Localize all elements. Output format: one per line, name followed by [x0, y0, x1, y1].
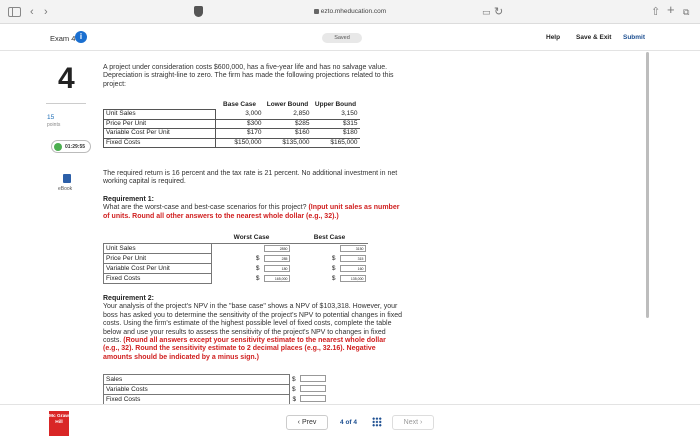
page-indicator[interactable]: 4 of 4 — [340, 419, 358, 426]
exam-title: Exam 4 — [50, 34, 76, 43]
next-label: Next — [403, 419, 419, 426]
worst-fixed-costs-input[interactable]: 165,000 — [264, 275, 290, 282]
col-header-upper: Upper Bound — [314, 101, 357, 109]
timer-icon — [54, 143, 62, 151]
timer-text: 01:29:55 — [65, 144, 86, 150]
prev-label: Prev — [301, 419, 317, 426]
table-row: Variable Cost Per Unit $170 $160 $180 — [104, 129, 360, 139]
points-value: 15 — [47, 114, 55, 121]
question-intro: A project under consideration costs $600,000, has a five-year life and has no salvage value. Depreciation is straight-line to zero. The firm has made the following projections related to this project: — [103, 64, 394, 88]
requirement-1 — [103, 196, 403, 221]
mcgraw-hill-logo: Mc Graw Hill — [49, 411, 69, 436]
new-tab-icon[interactable]: + — [667, 2, 675, 17]
table-row: Fixed Costs $ 165,000 $ 135,000 — [104, 273, 368, 283]
worst-variable-cost-input[interactable]: 180 — [264, 265, 290, 272]
sidebar-toggle-icon[interactable] — [8, 7, 21, 17]
reader-icon[interactable]: ▭ — [482, 7, 491, 17]
table-row: Unit Sales 3,000 2,850 3,150 — [104, 110, 360, 120]
chevron-left-icon: ‹ — [297, 419, 302, 426]
col-header-worst: Worst Case — [212, 233, 292, 243]
back-icon[interactable]: ‹ — [30, 6, 34, 18]
requirement-2-title: Requirement 2: — [103, 295, 154, 302]
table-row: Fixed Costs $150,000 $135,000 $165,000 — [104, 138, 360, 148]
table-row: Price Per Unit $300 $285 $315 — [104, 119, 360, 129]
best-unit-sales-input[interactable]: 3150 — [340, 245, 366, 252]
requirement-2 — [103, 295, 403, 362]
chevron-right-icon: › — [418, 419, 423, 426]
tab-overview-icon[interactable]: ⧉ — [683, 7, 690, 17]
worst-price-input[interactable]: 285 — [264, 255, 290, 262]
info-icon[interactable]: i — [75, 31, 87, 43]
table-row: Unit Sales 2850 3150 — [104, 243, 368, 253]
saved-status-badge: Saved — [322, 33, 362, 43]
required-return-text: The required return is 16 percent and the tax rate is 21 percent. No additional investment in net working capital is required. — [103, 170, 398, 186]
projection-table — [103, 101, 360, 148]
best-variable-cost-input[interactable]: 160 — [340, 265, 366, 272]
privacy-shield-icon[interactable] — [194, 6, 203, 17]
scrollbar-thumb[interactable] — [646, 52, 649, 318]
col-header-best: Best Case — [292, 233, 368, 243]
next-button[interactable] — [392, 415, 434, 430]
question-grid-icon[interactable] — [372, 417, 382, 427]
prev-button[interactable] — [286, 415, 328, 430]
table-row: Sales $ — [104, 375, 329, 385]
help-button[interactable]: Help — [546, 34, 561, 41]
scenario-table — [103, 233, 368, 284]
address-bar[interactable] — [295, 6, 405, 18]
table-row: Fixed Costs $ — [104, 395, 329, 405]
best-fixed-costs-input[interactable]: 135,000 — [340, 275, 366, 282]
browser-toolbar — [0, 0, 700, 24]
submit-button[interactable]: Submit — [623, 34, 646, 41]
url-text: ezto.mheducation.com — [320, 8, 387, 15]
requirement-1-question: What are the worst-case and best-case scenarios for this project? — [103, 204, 307, 212]
timer[interactable] — [51, 140, 91, 153]
question-number: 4 — [58, 62, 75, 95]
reload-icon[interactable]: ↻ — [494, 6, 504, 18]
sales-input[interactable] — [300, 375, 326, 382]
variable-costs-input[interactable] — [300, 385, 326, 392]
requirement-2-text: Your analysis of the project's NPV in the "base case" shows a NPV of $103,318. However, your boss has asked you to determine the sensitivity of the project's NPV to potential changes in fixed costs. Using the firm's estimate of the highest possible level of fixed costs, complete the table below and use your results to assess the sensitivity of the project's NPV to changes in fixed costs. — [103, 303, 403, 345]
ebook-link[interactable]: eBook — [58, 186, 73, 192]
divider — [46, 103, 86, 104]
fixed-costs-input[interactable] — [300, 395, 326, 402]
points-label: points — [47, 122, 61, 128]
best-price-input[interactable]: 315 — [340, 255, 366, 262]
requirement-2-instruction: (Round all answers except your sensitivity estimate to the nearest whole dollar (e.g., 32). Round the sensitivity estimate to 2 decimal places (e.g., 32.16). Negative amounts should be indicated by a minus sign.) — [103, 337, 386, 361]
lock-icon — [314, 9, 319, 14]
ebook-icon[interactable] — [63, 174, 71, 183]
col-header-base: Base Case — [223, 101, 256, 109]
sensitivity-table — [103, 374, 329, 405]
share-icon[interactable]: ⇧ — [651, 6, 661, 18]
forward-icon[interactable]: › — [44, 6, 48, 18]
requirement-1-instruction: (Input unit sales as number of units. Round all other answers to the nearest whole dollar (e.g., 32).) — [103, 204, 400, 220]
col-header-lower: Lower Bound — [266, 101, 309, 109]
requirement-1-title: Requirement 1: — [103, 196, 154, 203]
exam-header — [0, 25, 700, 51]
table-row: Price Per Unit $ 285 $ 315 — [104, 253, 368, 263]
table-row: Variable Cost Per Unit $ 180 $ 160 — [104, 263, 368, 273]
table-row: Variable Costs $ — [104, 385, 329, 395]
save-exit-button[interactable]: Save & Exit — [576, 34, 612, 41]
worst-unit-sales-input[interactable]: 2850 — [264, 245, 290, 252]
